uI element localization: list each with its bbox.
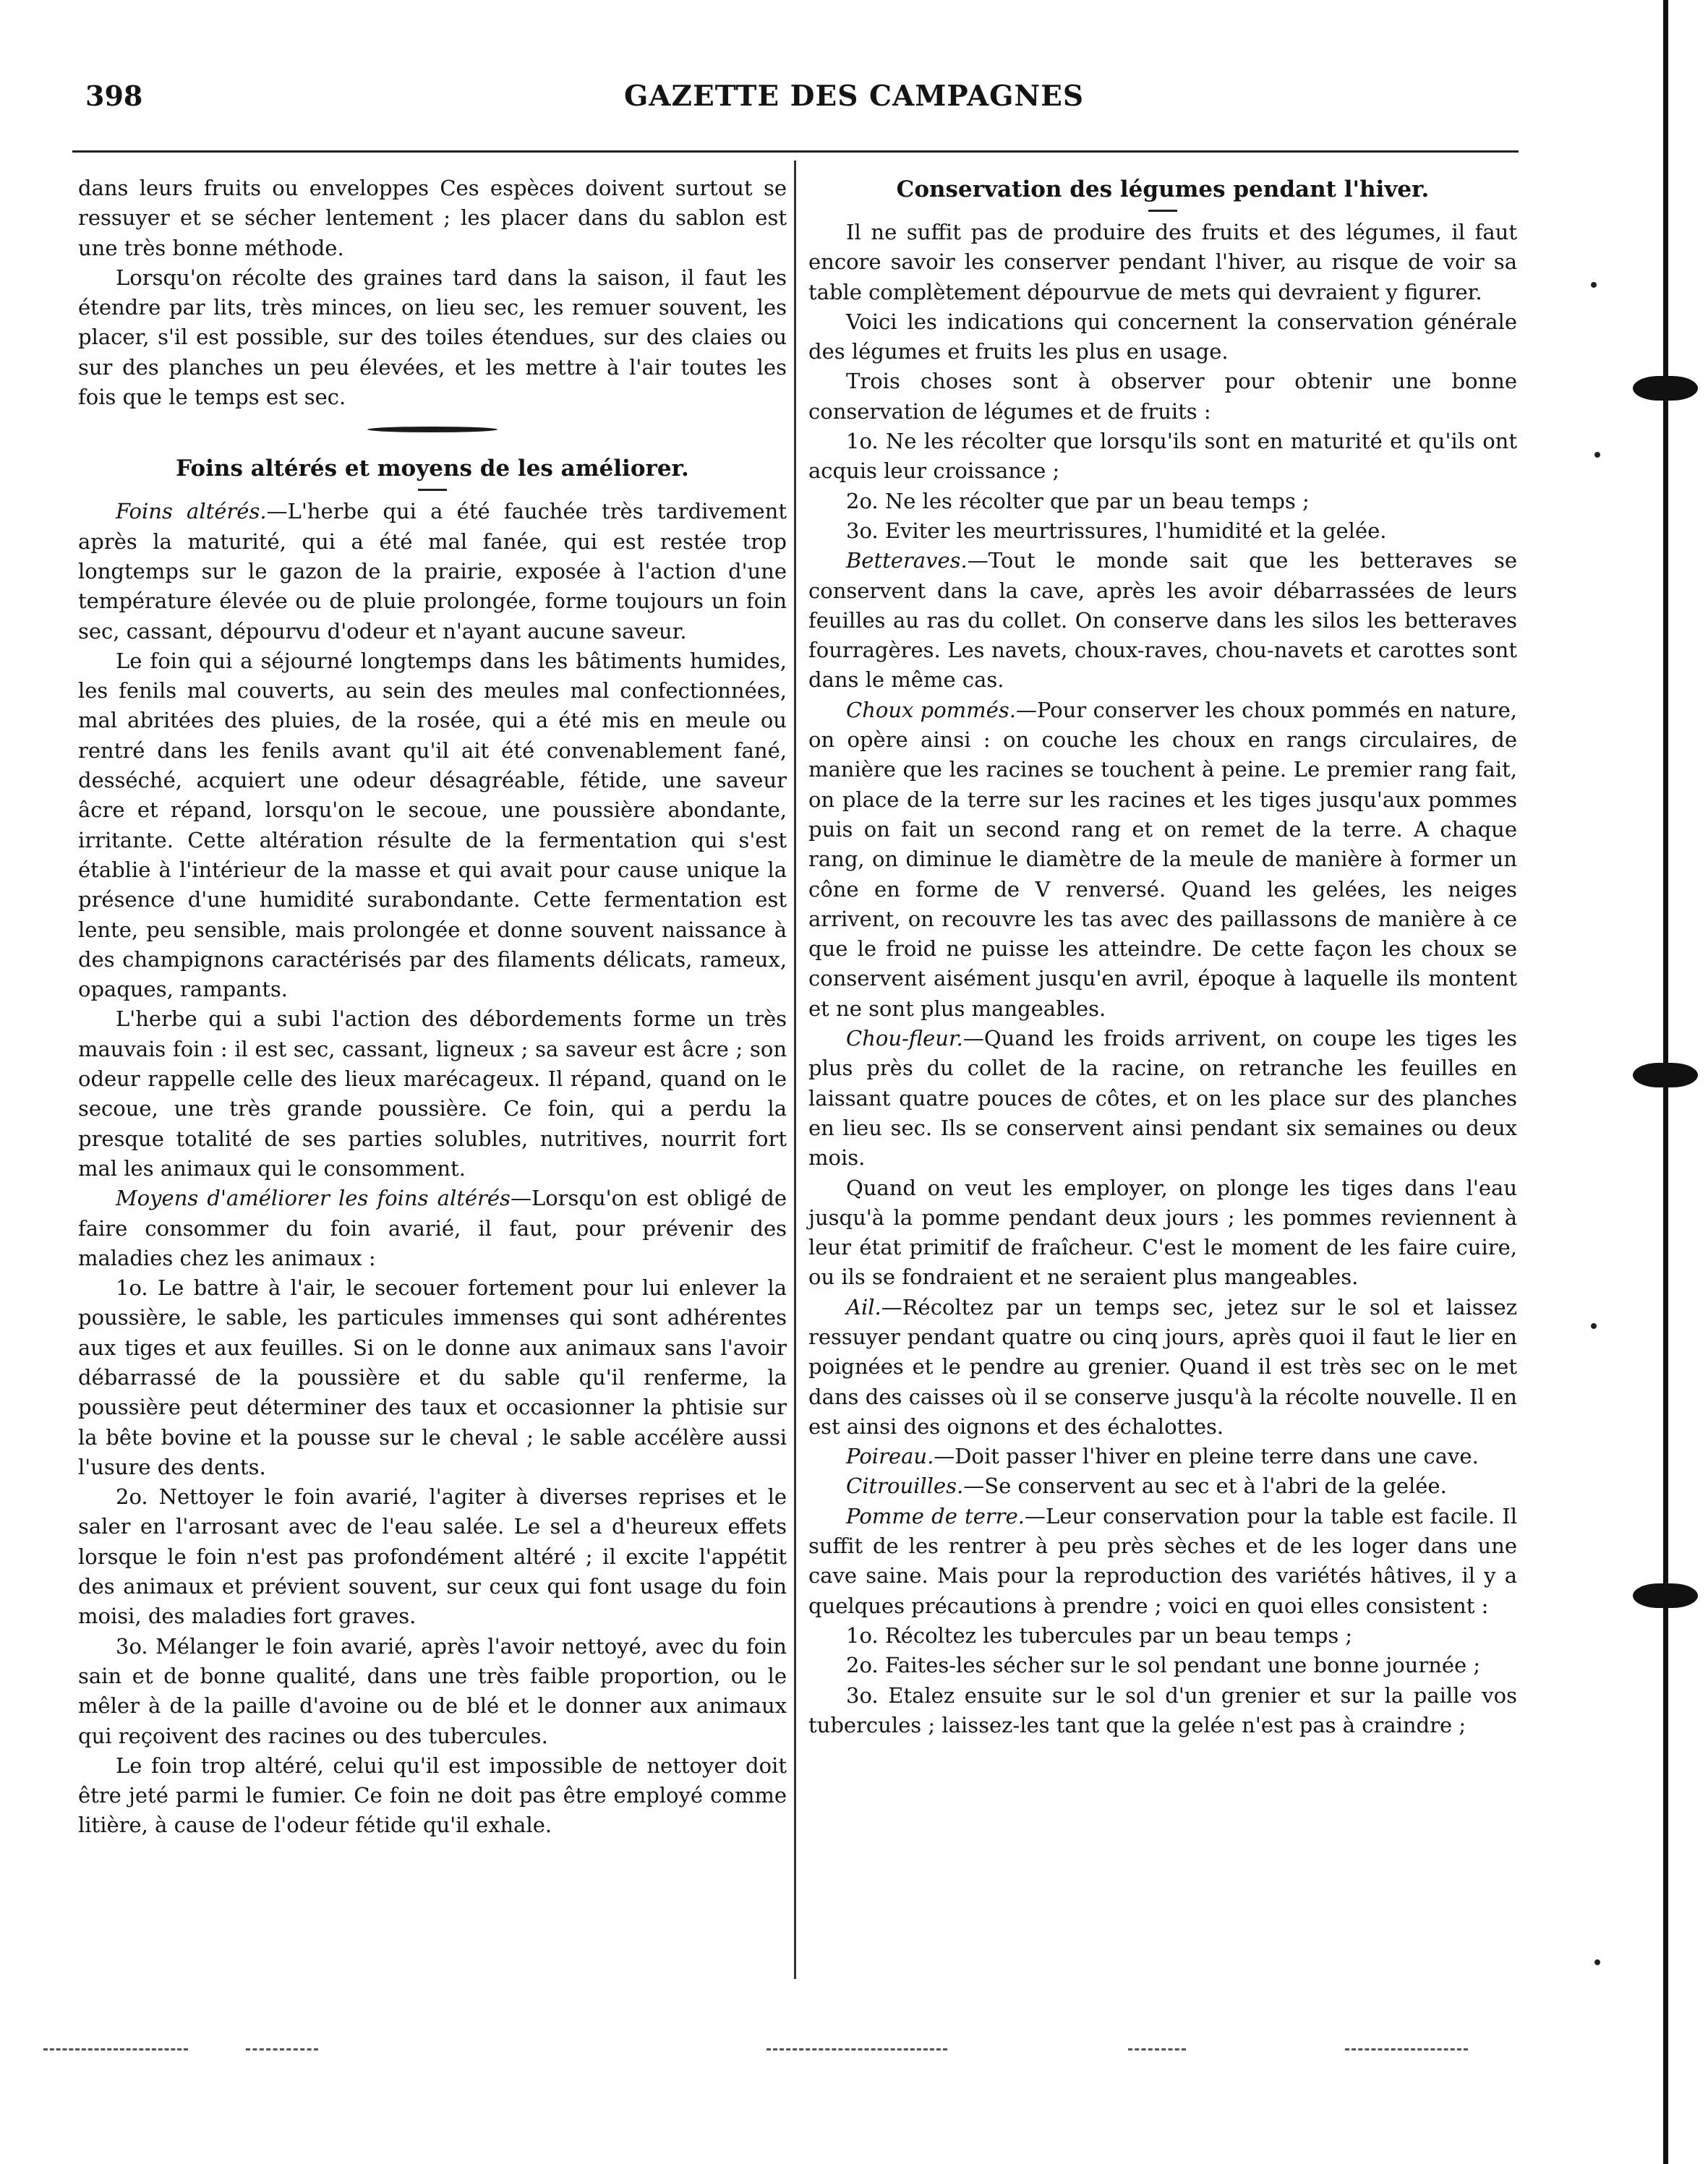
section-heading-conservation: Conservation des légumes pendant l'hiver. bbox=[896, 176, 1430, 202]
run-in-heading: Betteraves. bbox=[846, 548, 968, 573]
speck bbox=[1591, 282, 1597, 288]
run-in-heading: Pomme de terre. bbox=[846, 1503, 1025, 1528]
paragraph bbox=[808, 1471, 1517, 1501]
bottom-dash bbox=[246, 2048, 318, 2050]
paragraph: Le foin qui a séjourné longtemps dans les bâtiments humides, les fenils mal couverts, au sein des meules mal confectionnées, mal abritées des pluies, de la rosée, qui a été mis en meule ou rentré dans les fenils avant qu'il ait été convenablement fané, desséché, acquiert une odeur désagréable, fétide, une saveur âcre et répand, lorsqu'on le secoue, une poussière abondante, irritante. Cette altération résulte de la fermentation qui s'est établie à l'intérieur de la masse et qui avait pour cause unique la présence d'une humidité surabondante. Cette fermentation est lente, peu sensible, mais prolongée et donne souvent naissance à des champignons caractérisés par des filaments délicats, rameux, opaques, rampants. bbox=[78, 648, 787, 1002]
paragraph: Trois choses sont à observer pour obtenir une bonne conservation de légumes et de fruits : bbox=[808, 369, 1517, 424]
paragraph: 3o. Eviter les meurtrissures, l'humidité et la gelée. bbox=[846, 518, 1387, 543]
page-number: 398 bbox=[85, 80, 143, 112]
section-separator bbox=[367, 427, 498, 432]
paragraph-text: —Récoltez par un temps sec, jetez sur le sol et laissez ressuyer pendant quatre ou cinq jours, après quoi il faut le lier en poignées et le pendre au grenier. Quand il est très sec on le met dans des caisses où il se conserve jusqu'à la récolte nouvelle. Il en est ainsi des oignons et des échalottes. bbox=[808, 1294, 1517, 1439]
run-in-heading: Poireau. bbox=[846, 1444, 934, 1469]
paragraph bbox=[808, 1293, 1517, 1442]
heading-dash bbox=[1148, 210, 1177, 212]
paragraph-text: —Pour conserver les choux pommés en nature, on opère ainsi : on couche les choux en rangs circulaires, de manière que les racines se touchent à peine. Le premier rang fait, on place de la terre sur les racines et les tiges jusqu'aux pommes puis on fait un second rang et on remet de la terre. A chaque rang, on diminue le diamètre de la meule de manière à former un cône en forme de V renversé. Quand les gelées, les neiges arrivent, on recouvre les tas avec des paillassons de manière à ce que le froid ne puisse les atteindre. De cette façon les choux se conservent aisément jusqu'en avril, époque à laquelle ils montent et ne sont plus mangeables. bbox=[808, 697, 1517, 1021]
bottom-dash bbox=[1345, 2048, 1468, 2050]
paragraph bbox=[808, 696, 1517, 1024]
running-head-title: GAZETTE DES CAMPAGNES bbox=[623, 80, 1085, 113]
paragraph: 2o. Faites-les sécher sur le sol pendant une bonne journée ; bbox=[846, 1653, 1481, 1678]
paragraph: 3o. Mélanger le foin avarié, après l'avoir nettoyé, avec du foin sain et de bonne qualité, dans une très faible proportion, ou le mêler à de la paille d'avoine ou de blé et le donner aux animaux qui reçoivent des racines ou des tubercules. bbox=[78, 1633, 787, 1748]
speck bbox=[1591, 1323, 1597, 1329]
right-column bbox=[808, 174, 1517, 1740]
paragraph-text: —Lorsqu'on est obligé de faire consommer du foin avarié, il faut, pour prévenir des maladies chez les animaux : bbox=[78, 1186, 787, 1270]
run-in-heading: Citrouilles. bbox=[846, 1474, 964, 1499]
paragraph bbox=[78, 497, 787, 646]
speck bbox=[1594, 1959, 1600, 1965]
paragraph: Il ne suffit pas de produire des fruits et des légumes, il faut encore savoir les conserver pendant l'hiver, au risque de voir sa table complètement dépourvue de mets qui devraient y figurer. bbox=[808, 220, 1517, 304]
run-in-heading: Ail. bbox=[846, 1294, 881, 1320]
paragraph-text: —Doit passer l'hiver en pleine terre dans une cave. bbox=[934, 1444, 1479, 1469]
paragraph-text: —Se conservent au sec et à l'abri de la gelée. bbox=[963, 1474, 1447, 1499]
left-column bbox=[78, 174, 787, 1841]
paragraph-text: —Quand les froids arrivent, on coupe les tiges les plus près du collet de la racine, on retranche les feuilles en laissant quatre pouces de côtes, et on les place sur des planches en lieu sec. Ils se conservent ainsi pendant six semaines ou deux mois. bbox=[808, 1026, 1517, 1171]
paragraph bbox=[808, 546, 1517, 695]
paragraph: 2o. Ne les récolter que par un beau temps ; bbox=[846, 488, 1310, 513]
heading-dash bbox=[418, 489, 447, 491]
paragraph: dans leurs fruits ou enveloppes Ces espèces doivent surtout se ressuyer et se sécher lentement ; les placer dans du sablon est une très bonne méthode. bbox=[78, 176, 787, 260]
paragraph: Quand on veut les employer, on plonge les tiges dans l'eau jusqu'à la pomme pendant deux jours ; les pommes reviennent à leur état primitif de fraîcheur. C'est le moment de les faire cuire, ou ils se fondraient et ne seraient plus mangeables. bbox=[808, 1175, 1517, 1290]
bottom-dash bbox=[43, 2048, 188, 2050]
bottom-dash bbox=[767, 2048, 947, 2050]
paragraph-text: —Leur conservation pour la table est facile. Il suffit de les rentrer à peu près sèches et de les loger dans une cave saine. Mais pour la reproduction des variétés hâtives, il y a quelques précautions à prendre ; voici en quoi elles consistent : bbox=[808, 1503, 1517, 1618]
run-in-heading: Chou-fleur. bbox=[846, 1026, 963, 1051]
speck bbox=[1594, 452, 1600, 458]
paragraph: 1o. Ne les récolter que lorsqu'ils sont en maturité et qu'ils ont acquis leur croissance ; bbox=[808, 429, 1517, 484]
column-divider bbox=[794, 161, 796, 1979]
binding-tab bbox=[1633, 376, 1698, 401]
section-heading-foins: Foins altérés et moyens de les améliorer. bbox=[176, 456, 689, 482]
header-rule bbox=[72, 150, 1519, 153]
paragraph bbox=[78, 1184, 787, 1273]
binding-tab bbox=[1633, 1063, 1698, 1087]
run-in-heading: Foins altérés. bbox=[116, 499, 267, 524]
bottom-dash bbox=[1128, 2048, 1186, 2050]
paragraph: 2o. Nettoyer le foin avarié, l'agiter à diverses reprises et le saler en l'arrosant avec de l'eau salée. Le sel a d'heureux effets lorsque le foin n'est pas profondément altéré ; il excite l'appétit des animaux et prévient souvent, sur ceux qui font usage du foin moisi, des maladies fort graves. bbox=[78, 1484, 787, 1629]
binding-tab bbox=[1633, 1583, 1698, 1608]
paragraph bbox=[808, 1502, 1517, 1621]
paragraph: Lorsqu'on récolte des graines tard dans la saison, il faut les étendre par lits, très minces, on lieu sec, les remuer souvent, les placer, s'il est possible, sur des toiles étendues, sur des claies ou sur des planches un peu élevées, et les mettre à l'air toutes les fois que le temps est sec. bbox=[78, 265, 787, 410]
run-in-heading: Moyens d'améliorer les foins altérés bbox=[116, 1186, 511, 1211]
paragraph-text: —Tout le monde sait que les betteraves se conservent dans la cave, après les avoir débarrassées de leurs feuilles au ras du collet. On conserve dans les silos les betteraves fourragères. Les navets, choux-raves, chou-navets et carottes sont dans le même cas. bbox=[808, 548, 1517, 693]
paragraph-text: —L'herbe qui a été fauchée très tardivement après la maturité, qui a été mal fanée, qui est restée trop longtemps sur le gazon de la prairie, exposée à l'action d'une température élevée ou de pluie prolongée, forme toujours un foin sec, cassant, dépourvu d'odeur et n'ayant aucune saveur. bbox=[78, 499, 787, 643]
paragraph: 1o. Le battre à l'air, le secouer fortement pour lui enlever la poussière, le sable, les particules immenses qui sont adhérentes aux tiges et aux feuilles. Si on le donne aux animaux sans l'avoir débarrassé de la poussière et du sable qu'il renferme, la poussière peut déterminer des taux et occasionner la phtisie sur la bête bovine et la pousse sur le cheval ; le sable accélère aussi l'usure des dents. bbox=[78, 1275, 787, 1479]
paragraph bbox=[808, 1024, 1517, 1173]
paragraph bbox=[808, 1442, 1517, 1471]
paragraph: Voici les indications qui concernent la conservation générale des légumes et fruits les plus en usage. bbox=[808, 309, 1517, 364]
paragraph: 3o. Etalez ensuite sur le sol d'un grenier et sur la paille vos tubercules ; laissez-les tant que la gelée n'est pas à craindre ; bbox=[808, 1682, 1517, 1737]
paragraph: 1o. Récoltez les tubercules par un beau temps ; bbox=[846, 1622, 1353, 1648]
paragraph: Le foin trop altéré, celui qu'il est impossible de nettoyer doit être jeté parmi le fumier. Ce foin ne doit pas être employé comme litière, à cause de l'odeur fétide qu'il exhale. bbox=[78, 1753, 787, 1838]
run-in-heading: Choux pommés. bbox=[846, 697, 1016, 722]
paragraph: L'herbe qui a subi l'action des débordements forme un très mauvais foin : il est sec, cassant, ligneux ; sa saveur est âcre ; son odeur rappelle celle des lieux marécageux. Il répand, quand on le secoue, une très grande poussière. Ce foin, qui a perdu la presque totalité de ses parties solubles, nutritives, nourrit fort mal les animaux qui le consomment. bbox=[78, 1006, 787, 1181]
